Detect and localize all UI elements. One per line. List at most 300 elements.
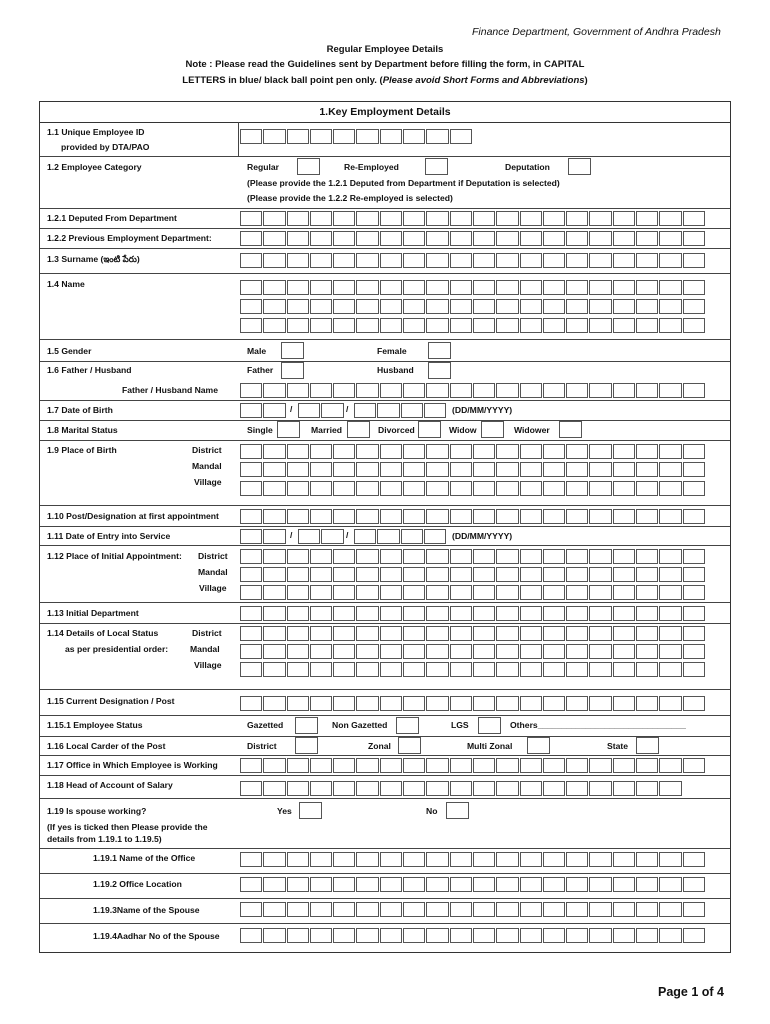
char-box[interactable] [310, 662, 332, 677]
char-box[interactable] [496, 585, 518, 600]
char-box[interactable] [496, 626, 518, 641]
char-box[interactable] [298, 403, 320, 418]
char-box[interactable] [636, 549, 658, 564]
char-box[interactable] [356, 662, 378, 677]
char-box[interactable] [543, 928, 565, 943]
char-box[interactable] [659, 299, 681, 314]
char-box[interactable] [473, 509, 495, 524]
char-box[interactable] [240, 626, 262, 641]
char-box[interactable] [473, 299, 495, 314]
char-box[interactable] [356, 129, 378, 144]
char-box[interactable] [240, 231, 262, 246]
char-box[interactable] [240, 481, 262, 496]
char-box[interactable] [287, 462, 309, 477]
char-box[interactable] [636, 253, 658, 268]
regular-checkbox[interactable] [297, 158, 320, 175]
char-box[interactable] [473, 877, 495, 892]
surname-boxes[interactable] [240, 253, 706, 268]
char-box[interactable] [659, 696, 681, 711]
char-box[interactable] [543, 549, 565, 564]
char-box[interactable] [566, 211, 588, 226]
char-box[interactable] [450, 758, 472, 773]
char-box[interactable] [520, 852, 542, 867]
widower-checkbox[interactable] [559, 421, 582, 438]
char-box[interactable] [240, 696, 262, 711]
char-box[interactable] [566, 549, 588, 564]
char-box[interactable] [380, 211, 402, 226]
char-box[interactable] [683, 549, 705, 564]
char-box[interactable] [496, 231, 518, 246]
deputation-checkbox[interactable] [568, 158, 591, 175]
char-box[interactable] [659, 902, 681, 917]
char-box[interactable] [473, 383, 495, 398]
char-box[interactable] [589, 280, 611, 295]
char-box[interactable] [520, 662, 542, 677]
zonal-checkbox[interactable] [398, 737, 421, 754]
yes-checkbox[interactable] [299, 802, 322, 819]
char-box[interactable] [613, 231, 635, 246]
char-box[interactable] [496, 299, 518, 314]
char-box[interactable] [240, 758, 262, 773]
char-box[interactable] [520, 253, 542, 268]
char-box[interactable] [566, 852, 588, 867]
initial-village-boxes[interactable] [240, 585, 706, 600]
char-box[interactable] [333, 129, 355, 144]
char-box[interactable] [298, 529, 320, 544]
char-box[interactable] [636, 758, 658, 773]
char-box[interactable] [403, 877, 425, 892]
char-box[interactable] [613, 781, 635, 796]
char-box[interactable] [543, 318, 565, 333]
char-box[interactable] [403, 606, 425, 621]
char-box[interactable] [310, 928, 332, 943]
pob-village-boxes[interactable] [240, 481, 706, 496]
char-box[interactable] [356, 877, 378, 892]
char-box[interactable] [380, 696, 402, 711]
char-box[interactable] [683, 644, 705, 659]
char-box[interactable] [333, 585, 355, 600]
multi-zonal-checkbox[interactable] [527, 737, 550, 754]
char-box[interactable] [566, 318, 588, 333]
char-box[interactable] [520, 928, 542, 943]
char-box[interactable] [636, 509, 658, 524]
char-box[interactable] [589, 852, 611, 867]
char-box[interactable] [287, 758, 309, 773]
char-box[interactable] [333, 509, 355, 524]
char-box[interactable] [659, 877, 681, 892]
char-box[interactable] [520, 567, 542, 582]
char-box[interactable] [613, 626, 635, 641]
char-box[interactable] [520, 299, 542, 314]
char-box[interactable] [426, 696, 448, 711]
char-box[interactable] [310, 280, 332, 295]
char-box[interactable] [356, 781, 378, 796]
char-box[interactable] [356, 758, 378, 773]
char-box[interactable] [589, 567, 611, 582]
char-box[interactable] [240, 129, 262, 144]
char-box[interactable] [589, 781, 611, 796]
char-box[interactable] [450, 462, 472, 477]
char-box[interactable] [401, 529, 423, 544]
char-box[interactable] [520, 696, 542, 711]
char-box[interactable] [613, 852, 635, 867]
char-box[interactable] [566, 877, 588, 892]
char-box[interactable] [543, 606, 565, 621]
char-box[interactable] [240, 877, 262, 892]
char-box[interactable] [589, 211, 611, 226]
char-box[interactable] [496, 567, 518, 582]
office-working-boxes[interactable] [240, 758, 706, 773]
char-box[interactable] [473, 644, 495, 659]
spouse-aadhar-boxes[interactable] [240, 928, 706, 943]
char-box[interactable] [240, 606, 262, 621]
dob-month-boxes[interactable] [298, 403, 345, 418]
char-box[interactable] [403, 696, 425, 711]
char-box[interactable] [659, 662, 681, 677]
char-box[interactable] [426, 662, 448, 677]
widow-checkbox[interactable] [481, 421, 504, 438]
char-box[interactable] [426, 231, 448, 246]
char-box[interactable] [473, 444, 495, 459]
char-box[interactable] [377, 529, 399, 544]
char-box[interactable] [683, 758, 705, 773]
char-box[interactable] [450, 549, 472, 564]
char-box[interactable] [426, 585, 448, 600]
char-box[interactable] [380, 781, 402, 796]
char-box[interactable] [613, 444, 635, 459]
char-box[interactable] [310, 383, 332, 398]
char-box[interactable] [589, 253, 611, 268]
char-box[interactable] [333, 444, 355, 459]
pob-mandal-boxes[interactable] [240, 462, 706, 477]
char-box[interactable] [473, 318, 495, 333]
char-box[interactable] [613, 606, 635, 621]
char-box[interactable] [543, 662, 565, 677]
char-box[interactable] [636, 696, 658, 711]
char-box[interactable] [263, 129, 285, 144]
char-box[interactable] [426, 928, 448, 943]
char-box[interactable] [636, 606, 658, 621]
char-box[interactable] [543, 696, 565, 711]
char-box[interactable] [473, 781, 495, 796]
char-box[interactable] [450, 781, 472, 796]
char-box[interactable] [263, 662, 285, 677]
char-box[interactable] [287, 928, 309, 943]
char-box[interactable] [287, 781, 309, 796]
char-box[interactable] [659, 781, 681, 796]
char-box[interactable] [310, 253, 332, 268]
char-box[interactable] [380, 129, 402, 144]
char-box[interactable] [240, 852, 262, 867]
char-box[interactable] [403, 928, 425, 943]
char-box[interactable] [636, 644, 658, 659]
char-box[interactable] [240, 585, 262, 600]
char-box[interactable] [356, 626, 378, 641]
char-box[interactable] [263, 644, 285, 659]
char-box[interactable] [263, 877, 285, 892]
char-box[interactable] [450, 626, 472, 641]
char-box[interactable] [287, 129, 309, 144]
char-box[interactable] [543, 299, 565, 314]
char-box[interactable] [426, 902, 448, 917]
char-box[interactable] [426, 299, 448, 314]
char-box[interactable] [333, 299, 355, 314]
char-box[interactable] [354, 403, 376, 418]
char-box[interactable] [543, 444, 565, 459]
char-box[interactable] [520, 758, 542, 773]
char-box[interactable] [496, 644, 518, 659]
char-box[interactable] [333, 781, 355, 796]
char-box[interactable] [613, 644, 635, 659]
char-box[interactable] [310, 852, 332, 867]
char-box[interactable] [683, 852, 705, 867]
char-box[interactable] [543, 585, 565, 600]
char-box[interactable] [310, 644, 332, 659]
char-box[interactable] [426, 626, 448, 641]
char-box[interactable] [683, 481, 705, 496]
char-box[interactable] [636, 585, 658, 600]
char-box[interactable] [566, 383, 588, 398]
char-box[interactable] [566, 606, 588, 621]
char-box[interactable] [333, 606, 355, 621]
char-box[interactable] [403, 299, 425, 314]
char-box[interactable] [287, 383, 309, 398]
char-box[interactable] [380, 280, 402, 295]
local-village-boxes[interactable] [240, 662, 706, 677]
char-box[interactable] [613, 280, 635, 295]
char-box[interactable] [473, 585, 495, 600]
char-box[interactable] [424, 403, 446, 418]
char-box[interactable] [473, 280, 495, 295]
char-box[interactable] [403, 481, 425, 496]
char-box[interactable] [263, 231, 285, 246]
char-box[interactable] [310, 509, 332, 524]
char-box[interactable] [356, 253, 378, 268]
char-box[interactable] [240, 462, 262, 477]
char-box[interactable] [683, 585, 705, 600]
char-box[interactable] [333, 644, 355, 659]
char-box[interactable] [310, 211, 332, 226]
char-box[interactable] [356, 231, 378, 246]
char-box[interactable] [240, 928, 262, 943]
reemployed-checkbox[interactable] [425, 158, 448, 175]
char-box[interactable] [450, 585, 472, 600]
char-box[interactable] [380, 902, 402, 917]
char-box[interactable] [426, 606, 448, 621]
char-box[interactable] [450, 444, 472, 459]
char-box[interactable] [380, 877, 402, 892]
char-box[interactable] [683, 462, 705, 477]
char-box[interactable] [589, 444, 611, 459]
char-box[interactable] [426, 758, 448, 773]
char-box[interactable] [636, 280, 658, 295]
char-box[interactable] [380, 928, 402, 943]
char-box[interactable] [566, 662, 588, 677]
char-box[interactable] [240, 549, 262, 564]
char-box[interactable] [659, 758, 681, 773]
char-box[interactable] [520, 462, 542, 477]
char-box[interactable] [496, 481, 518, 496]
char-box[interactable] [683, 383, 705, 398]
char-box[interactable] [613, 509, 635, 524]
char-box[interactable] [450, 280, 472, 295]
char-box[interactable] [426, 567, 448, 582]
char-box[interactable] [263, 318, 285, 333]
char-box[interactable] [356, 280, 378, 295]
char-box[interactable] [333, 211, 355, 226]
char-box[interactable] [473, 567, 495, 582]
char-box[interactable] [589, 902, 611, 917]
char-box[interactable] [683, 928, 705, 943]
char-box[interactable] [566, 462, 588, 477]
char-box[interactable] [356, 462, 378, 477]
char-box[interactable] [426, 509, 448, 524]
char-box[interactable] [426, 444, 448, 459]
char-box[interactable] [659, 481, 681, 496]
char-box[interactable] [683, 662, 705, 677]
char-box[interactable] [426, 781, 448, 796]
char-box[interactable] [613, 877, 635, 892]
char-box[interactable] [589, 481, 611, 496]
char-box[interactable] [636, 781, 658, 796]
char-box[interactable] [450, 481, 472, 496]
char-box[interactable] [263, 403, 285, 418]
char-box[interactable] [613, 696, 635, 711]
char-box[interactable] [310, 549, 332, 564]
char-box[interactable] [450, 299, 472, 314]
char-box[interactable] [263, 567, 285, 582]
char-box[interactable] [520, 781, 542, 796]
char-box[interactable] [520, 318, 542, 333]
char-box[interactable] [450, 644, 472, 659]
char-box[interactable] [380, 852, 402, 867]
char-box[interactable] [566, 253, 588, 268]
char-box[interactable] [496, 462, 518, 477]
char-box[interactable] [321, 403, 343, 418]
char-box[interactable] [403, 585, 425, 600]
char-box[interactable] [636, 662, 658, 677]
char-box[interactable] [240, 644, 262, 659]
char-box[interactable] [333, 253, 355, 268]
char-box[interactable] [520, 509, 542, 524]
deputed-from-boxes[interactable] [240, 211, 706, 226]
char-box[interactable] [543, 383, 565, 398]
char-box[interactable] [496, 902, 518, 917]
char-box[interactable] [356, 549, 378, 564]
char-box[interactable] [403, 509, 425, 524]
pob-district-boxes[interactable] [240, 444, 706, 459]
char-box[interactable] [589, 758, 611, 773]
char-box[interactable] [543, 253, 565, 268]
char-box[interactable] [333, 662, 355, 677]
char-box[interactable] [450, 852, 472, 867]
char-box[interactable] [566, 509, 588, 524]
label-others[interactable]: Others_______________________________ [510, 720, 686, 730]
char-box[interactable] [566, 644, 588, 659]
gazetted-checkbox[interactable] [295, 717, 318, 734]
char-box[interactable] [310, 626, 332, 641]
single-checkbox[interactable] [277, 421, 300, 438]
char-box[interactable] [496, 211, 518, 226]
fh-name-boxes[interactable] [240, 383, 706, 398]
char-box[interactable] [263, 902, 285, 917]
char-box[interactable] [450, 383, 472, 398]
char-box[interactable] [403, 211, 425, 226]
char-box[interactable] [566, 758, 588, 773]
char-box[interactable] [589, 549, 611, 564]
char-box[interactable] [356, 606, 378, 621]
name-boxes-row-1[interactable] [240, 280, 706, 295]
char-box[interactable] [613, 318, 635, 333]
local-mandal-boxes[interactable] [240, 644, 706, 659]
char-box[interactable] [496, 852, 518, 867]
char-box[interactable] [263, 462, 285, 477]
char-box[interactable] [543, 758, 565, 773]
char-box[interactable] [263, 509, 285, 524]
char-box[interactable] [636, 902, 658, 917]
char-box[interactable] [403, 383, 425, 398]
char-box[interactable] [263, 444, 285, 459]
char-box[interactable] [473, 626, 495, 641]
office-name-boxes[interactable] [240, 852, 706, 867]
char-box[interactable] [287, 644, 309, 659]
char-box[interactable] [380, 481, 402, 496]
char-box[interactable] [356, 928, 378, 943]
char-box[interactable] [659, 253, 681, 268]
char-box[interactable] [310, 877, 332, 892]
char-box[interactable] [240, 902, 262, 917]
char-box[interactable] [520, 383, 542, 398]
no-checkbox[interactable] [446, 802, 469, 819]
char-box[interactable] [496, 606, 518, 621]
husband-checkbox[interactable] [428, 362, 451, 379]
char-box[interactable] [354, 529, 376, 544]
name-boxes-row-2[interactable] [240, 299, 706, 314]
char-box[interactable] [613, 662, 635, 677]
char-box[interactable] [240, 781, 262, 796]
char-box[interactable] [683, 231, 705, 246]
char-box[interactable] [589, 662, 611, 677]
char-box[interactable] [589, 644, 611, 659]
char-box[interactable] [659, 211, 681, 226]
char-box[interactable] [543, 644, 565, 659]
char-box[interactable] [380, 444, 402, 459]
char-box[interactable] [636, 877, 658, 892]
char-box[interactable] [543, 781, 565, 796]
char-box[interactable] [683, 280, 705, 295]
char-box[interactable] [403, 549, 425, 564]
initial-mandal-boxes[interactable] [240, 567, 706, 582]
char-box[interactable] [613, 567, 635, 582]
char-box[interactable] [566, 299, 588, 314]
char-box[interactable] [380, 662, 402, 677]
char-box[interactable] [589, 318, 611, 333]
char-box[interactable] [450, 129, 472, 144]
char-box[interactable] [636, 318, 658, 333]
char-box[interactable] [543, 280, 565, 295]
char-box[interactable] [240, 211, 262, 226]
char-box[interactable] [566, 481, 588, 496]
char-box[interactable] [543, 211, 565, 226]
char-box[interactable] [589, 877, 611, 892]
char-box[interactable] [659, 318, 681, 333]
char-box[interactable] [520, 211, 542, 226]
char-box[interactable] [566, 696, 588, 711]
char-box[interactable] [356, 211, 378, 226]
char-box[interactable] [450, 662, 472, 677]
char-box[interactable] [473, 758, 495, 773]
char-box[interactable] [659, 928, 681, 943]
